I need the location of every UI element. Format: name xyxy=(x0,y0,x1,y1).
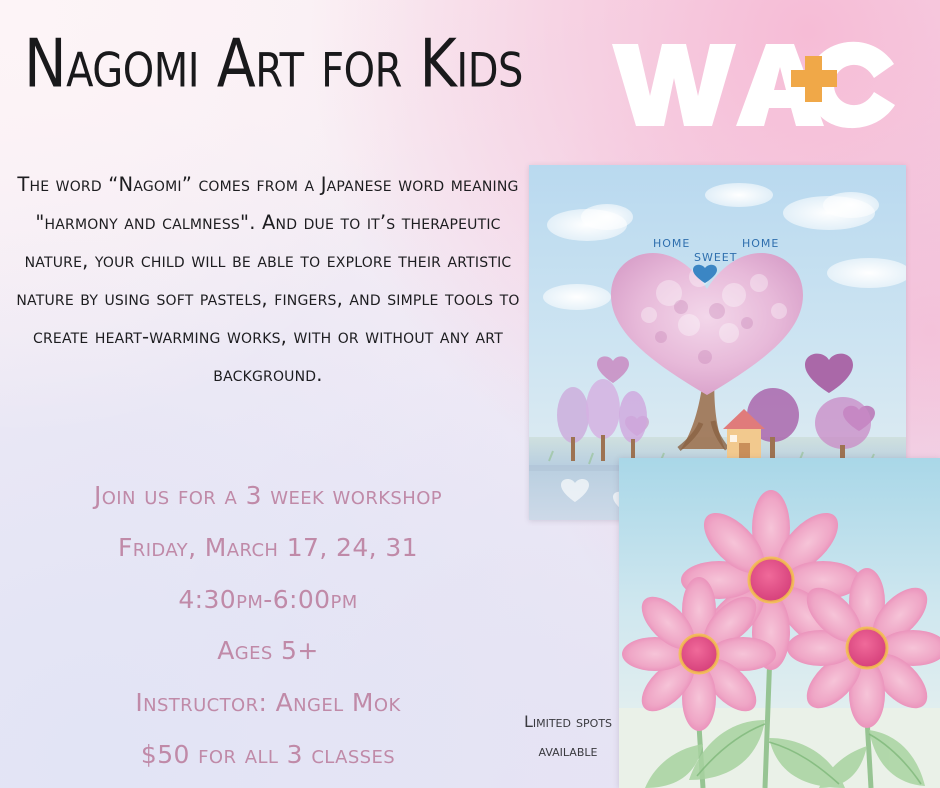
svg-text:HOME: HOME xyxy=(653,237,691,250)
description-paragraph: The word “Nagomi” comes from a Japanese word meaning "harmony and calmness". And due to it’s therapeutic nature, your child will be able to explore their artistic nature by using soft pastels, fingers, and simple tools to create heart-warming works, with or without any art background. xyxy=(16,173,520,387)
workshop-details xyxy=(18,470,518,781)
detail-line-instructor: Instructor: Angel Mok xyxy=(135,688,401,717)
detail-line-dates: Friday, March 17, 24, 31 xyxy=(118,532,418,562)
pink-flowers-pastel-artwork xyxy=(619,458,940,788)
svg-text:HOME: HOME xyxy=(742,237,780,250)
limited-spots-line-2: available xyxy=(538,740,598,760)
detail-line-ages: Ages 5+ xyxy=(217,636,319,666)
svg-text:SWEET: SWEET xyxy=(694,251,738,264)
wac-logo xyxy=(608,34,898,132)
limited-spots-note xyxy=(508,708,628,766)
detail-line-time: 4:30pm-6:00pm xyxy=(178,584,358,614)
detail-line-price: $50 for all 3 classes xyxy=(140,739,396,769)
detail-line-workshop: Join us for a 3 week workshop xyxy=(93,481,443,510)
limited-spots-line-1: Limited spots xyxy=(523,712,613,731)
page-title: Nagomi Art for Kids xyxy=(24,25,523,104)
